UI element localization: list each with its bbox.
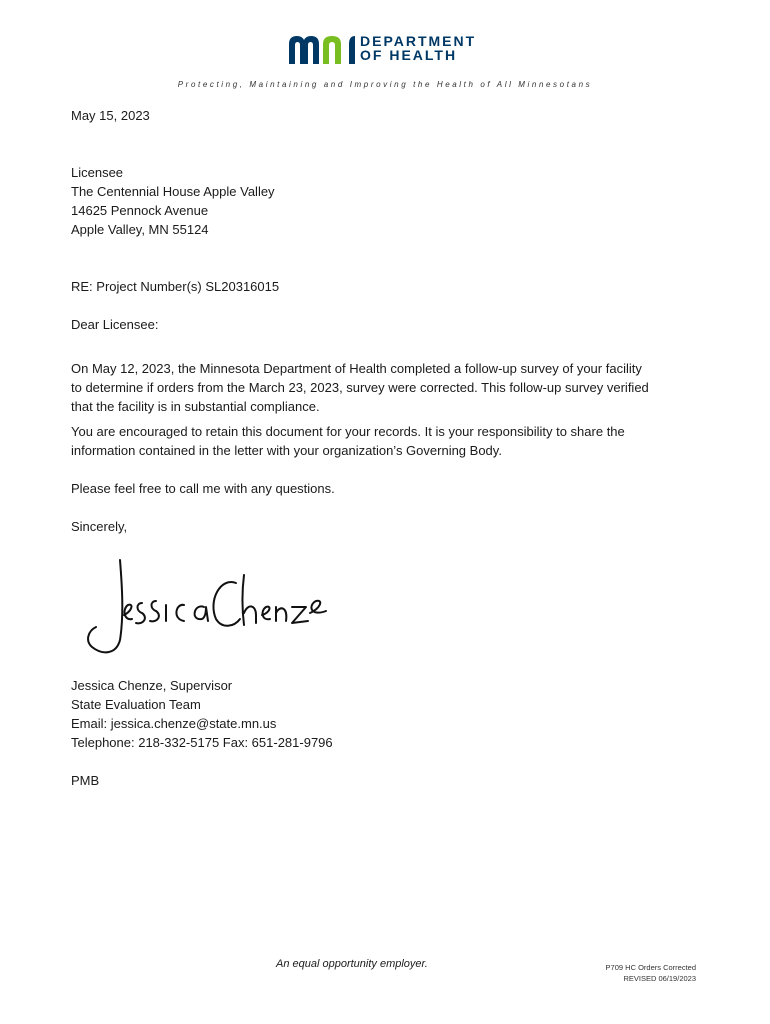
typist-initials: PMB: [71, 773, 100, 788]
signature: [80, 555, 330, 665]
signer-line: Telephone: 218-332-5175 Fax: 651-281-9796: [71, 735, 333, 750]
re-line: RE: Project Number(s) SL20316015: [71, 279, 280, 294]
paragraph-line: On May 12, 2023, the Minnesota Department of Health completed a follow-up survey of your facility: [71, 361, 642, 376]
logo-line-1: DEPARTMENT: [360, 33, 477, 49]
eeo-statement: An equal opportunity employer.: [276, 958, 428, 970]
paragraph-3: Please feel free to call me with any questions.: [71, 481, 335, 496]
paragraph-line: that the facility is in substantial compliance.: [71, 399, 320, 414]
revised-date: REVISED 06/19/2023: [623, 974, 696, 983]
address-line: 14625 Pennock Avenue: [71, 203, 209, 218]
address-line: Apple Valley, MN 55124: [71, 222, 209, 237]
address-block: [71, 163, 711, 239]
salutation: Dear Licensee:: [71, 317, 159, 332]
paragraph-1: [71, 359, 711, 416]
paragraph-2: [71, 422, 711, 460]
paragraph-line: You are encouraged to retain this document for your records. It is your responsibility to share the: [71, 424, 625, 439]
signer-line: Jessica Chenze, Supervisor: [71, 678, 233, 693]
letter-date: May 15, 2023: [71, 108, 150, 123]
signer-block: [71, 676, 711, 752]
signer-line: Email: jessica.chenze@state.mn.us: [71, 716, 277, 731]
form-code-block: [560, 962, 696, 984]
logo-line-2: OF HEALTH: [360, 47, 458, 63]
form-code: P709 HC Orders Corrected: [605, 963, 696, 972]
paragraph-line: to determine if orders from the March 23, 2023, survey were corrected. This follow-up survey verified: [71, 380, 649, 395]
logo-wordmark: [360, 34, 476, 62]
address-line: Licensee: [71, 165, 124, 180]
closing: Sincerely,: [71, 519, 128, 534]
paragraph-line: information contained in the letter with your organization’s Governing Body.: [71, 443, 502, 458]
tagline: Protecting, Maintaining and Improving the Health of All Minnesotans: [177, 80, 593, 89]
signer-line: State Evaluation Team: [71, 697, 201, 712]
address-line: The Centennial House Apple Valley: [71, 184, 275, 199]
